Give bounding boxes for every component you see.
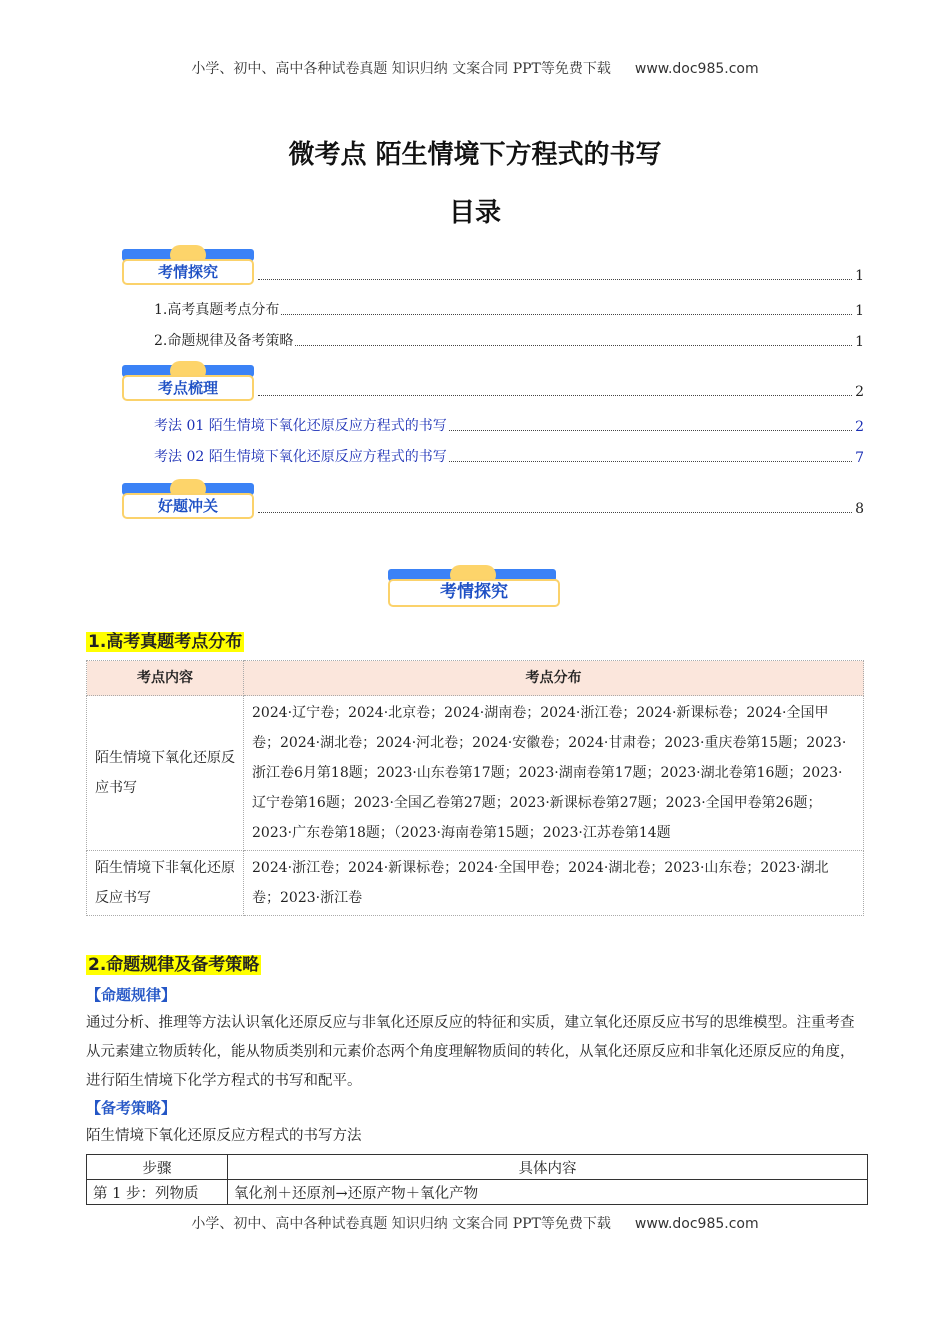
column-header: 考点内容	[87, 661, 244, 696]
footer-url[interactable]: www.doc985.com	[634, 1216, 759, 1232]
toc-entry[interactable]: 考法 01 陌生情境下氧化还原反应方程式的书写 2	[154, 418, 864, 435]
footer-text: 小学、初中、高中各种试卷真题 知识归纳 文案合同 PPT等免费下载	[191, 1216, 611, 1232]
table-row	[87, 851, 864, 916]
badge-good-questions: 好题冲关	[122, 479, 254, 519]
header-url[interactable]: www.doc985.com	[634, 61, 759, 77]
strategy-heading: 【备考策略】	[86, 1099, 177, 1117]
column-header: 考点分布	[244, 661, 864, 696]
toc-entry[interactable]: 8	[256, 501, 864, 517]
table-row	[87, 1180, 868, 1205]
toc-entry[interactable]: 1.高考真题考点分布 1	[154, 302, 864, 319]
table-cell: 陌生情境下非氧化还原反应书写	[87, 851, 244, 916]
column-header: 步骤	[87, 1155, 228, 1180]
rule-paragraph: 通过分析、推理等方法认识氧化还原反应与非氧化还原反应的特征和实质，建立氧化还原反应书写的思维模型。注重考查从元素建立物质转化，能从物质类别和元素价态两个角度理解物质间的转化，从氧化还原反应和非氧化还原反应的角度，进行陌生情境下化学方程式的书写和配平。	[86, 1015, 855, 1089]
header-text: 小学、初中、高中各种试卷真题 知识归纳 文案合同 PPT等免费下载	[191, 61, 611, 77]
table-cell: 第 1 步：列物质	[87, 1180, 228, 1205]
badge-key-points: 考点梳理	[122, 361, 254, 401]
page-header	[0, 58, 950, 78]
table-row	[87, 696, 864, 851]
toc-entry[interactable]: 考法 02 陌生情境下氧化还原反应方程式的书写 7	[154, 449, 864, 466]
strategy-paragraph: 陌生情境下氧化还原反应方程式的书写方法	[86, 1128, 362, 1144]
toc-entry[interactable]: 1	[256, 268, 864, 284]
toc-entry[interactable]: 2.命题规律及备考策略 1	[154, 333, 864, 350]
method-steps-table	[86, 1154, 868, 1205]
rule-heading: 【命题规律】	[86, 986, 177, 1004]
table-cell: 2024·浙江卷；2024·新课标卷；2024·全国甲卷；2024·湖北卷；2023·山东卷；2023·湖北卷；2023·浙江卷	[244, 851, 864, 916]
column-header: 具体内容	[228, 1155, 868, 1180]
table-cell: 氧化剂＋还原剂→还原产物＋氧化产物	[228, 1180, 868, 1205]
section-heading-distribution: 1.高考真题考点分布	[88, 632, 243, 652]
toc-entry[interactable]: 2	[256, 384, 864, 400]
page-footer	[0, 1213, 950, 1233]
exam-distribution-table	[86, 660, 864, 916]
toc-heading: 目录	[448, 198, 501, 228]
table-cell: 2024·辽宁卷；2024·北京卷；2024·湖南卷；2024·浙江卷；2024·新课标卷；2024·全国甲卷；2024·湖北卷；2024·河北卷；2024·安徽卷；2024·甘肃卷；2023·重庆卷第15题；2023·浙江卷6月第18题；2023·山东卷第17题；2023·湖南卷第17题；2023·湖北卷第16题；2023·辽宁卷第16题；2023·全国乙卷第27题；2023·新课标卷第27题；2023·全国甲卷第26题；2023·广东卷第18题；（2023·海南卷第15题；2023·江苏卷第14题	[244, 696, 864, 851]
badge-exam-analysis: 考情探究	[122, 245, 254, 285]
badge-section-exam-analysis: 考情探究	[388, 565, 560, 609]
doc-title: 微考点 陌生情境下方程式的书写	[288, 140, 662, 170]
table-cell: 陌生情境下氧化还原反应书写	[87, 696, 244, 851]
section-heading-strategy: 2.命题规律及备考策略	[88, 955, 260, 975]
